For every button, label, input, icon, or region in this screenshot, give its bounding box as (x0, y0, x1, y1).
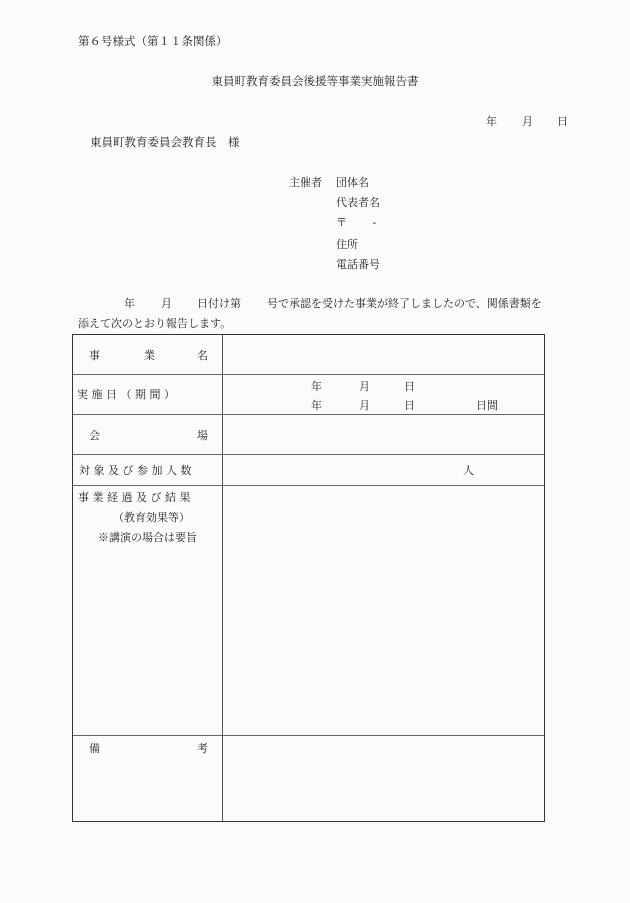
end-day-label: 日 (404, 399, 415, 412)
progress-results-label: 事 業 経 過 及 び 結 果 (78, 491, 191, 504)
report-table (72, 334, 545, 822)
start-year-label: 年 (311, 380, 322, 393)
participants-input[interactable] (223, 455, 544, 485)
org-name-field[interactable]: 団体名 (336, 176, 369, 189)
label-char: 会 (89, 429, 100, 442)
label-char: 備 (89, 742, 100, 755)
postal-code-field[interactable]: 〒 - (336, 216, 377, 229)
body-text-line1: 号で承認を受けた事業が終了しましたので、関係書類を (267, 297, 542, 310)
label-char: 場 (197, 429, 208, 442)
start-day-label: 日 (404, 380, 415, 393)
address-field[interactable]: 住所 (336, 238, 358, 251)
duration-days-label: 日間 (476, 399, 498, 412)
organizer-label: 主催者 (289, 176, 322, 189)
form-number: 第６号様式（第１１条関係） (78, 34, 228, 48)
representative-field[interactable]: 代表者名 (336, 196, 380, 209)
educational-effect-label: （教育効果等） (113, 511, 190, 524)
progress-results-input[interactable] (223, 486, 544, 735)
end-month-label: 月 (359, 399, 370, 412)
implementation-date-input[interactable] (223, 375, 544, 414)
project-name-input[interactable] (223, 335, 544, 374)
lecture-summary-note: ※講演の場合は要旨 (98, 531, 197, 544)
label-char: 考 (197, 742, 208, 755)
venue-input[interactable] (223, 415, 544, 454)
date-year-label: 年 (486, 115, 497, 128)
label-char: 業 (144, 349, 155, 362)
date-day-label: 日 (557, 115, 568, 128)
label-char: 事 (89, 349, 100, 362)
body-text-line2: 添えて次のとおり報告します。 (78, 317, 232, 330)
label-char: 名 (197, 349, 208, 362)
remarks-input[interactable] (223, 736, 544, 821)
start-month-label: 月 (359, 380, 370, 393)
date-month-label: 月 (522, 115, 533, 128)
participants-label: 対 象 及 び 参 加 人 数 (79, 464, 192, 477)
document-title: 東員町教育委員会後援等事業実施報告書 (211, 74, 419, 88)
approval-month-label: 月 (161, 297, 172, 310)
approval-year-label: 年 (124, 297, 135, 310)
phone-field[interactable]: 電話番号 (336, 258, 380, 271)
implementation-date-label: 実 施 日 （ 期 間 ） (77, 388, 175, 401)
approval-day-number-label: 日付け第 (197, 297, 241, 310)
addressee: 東員町教育委員会教育長 様 (90, 135, 240, 149)
end-year-label: 年 (311, 399, 322, 412)
persons-unit-label: 人 (463, 464, 474, 477)
